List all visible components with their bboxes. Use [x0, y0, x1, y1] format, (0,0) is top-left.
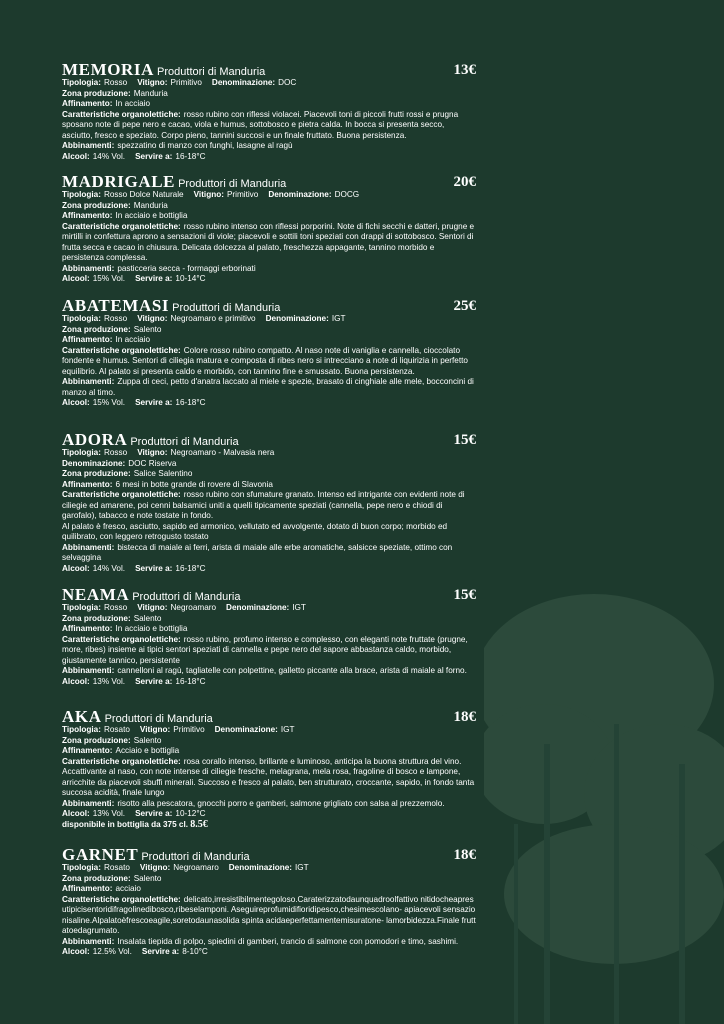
wine-notes	[62, 635, 476, 667]
wine-pairing	[62, 264, 476, 275]
label-tipologia: Tipologia:	[62, 78, 101, 87]
wine-entry-adora	[62, 432, 476, 574]
value-zona: Salento	[133, 613, 162, 623]
wine-notes	[62, 895, 476, 937]
value-zona: Salento	[133, 324, 162, 334]
label-affinamento: Affinamento:	[62, 335, 113, 344]
label-zona: Zona produzione:	[62, 200, 131, 210]
label-caratteristiche: Caratteristiche organolettiche:	[62, 109, 181, 119]
label-vitigno: Vitigno:	[139, 725, 171, 734]
value-denominazione: DOC	[278, 78, 297, 87]
value-tipologia: Rosso	[103, 448, 128, 457]
label-caratteristiche: Caratteristiche organolettiche:	[62, 634, 181, 644]
value-abbinamenti: cannelloni al ragù, tagliatelle con polpettine, galletto piccante alla brace, arista di maiale al forno.	[117, 666, 467, 675]
wine-bottle-note	[62, 820, 476, 831]
label-affinamento: Affinamento:	[62, 211, 113, 220]
wine-price: 15€	[453, 432, 476, 448]
wine-price: 15€	[453, 587, 476, 603]
wine-aging-line	[62, 211, 476, 222]
wine-entry-garnet	[62, 847, 476, 958]
label-affinamento: Affinamento:	[62, 884, 113, 893]
value-zona: Salento	[133, 873, 162, 883]
value-abbinamenti: Insalata tiepida di polpo, spiedini di gamberi, trancio di salmone con pomodori e timo, sashimi.	[117, 936, 459, 946]
vineyard-illustration	[484, 564, 724, 1024]
wine-zone-line	[62, 469, 476, 480]
wine-producer: Produttori di Manduria	[104, 713, 213, 725]
label-affinamento: Affinamento:	[62, 479, 113, 489]
wine-name: AKA	[62, 707, 102, 726]
wine-type-line	[62, 78, 476, 89]
wine-type-line	[62, 725, 476, 736]
value-denominazione: IGT	[331, 314, 346, 323]
value-servire: 16-18°C	[175, 151, 206, 161]
wine-header	[62, 709, 476, 725]
wine-zone-line	[62, 201, 476, 212]
wine-aging-line	[62, 99, 476, 110]
value-caratteristiche: delicato,irresistibilmentegoloso.Caraterizzatodaunquadroolfattivo nitidocheapresutipicisentoridifragolinedibosco,ribeselamponi. Aseguireprofumidifioridipesco,chesimescolano- apiacevoli sensazionisaline.Alpalatoèfrescoeagile,soretodaunasolida spinta acidaeperfettamentemisuratone- lamorbidezza.Finale fruttatoedagrumato.	[62, 894, 476, 935]
wine-notes	[62, 346, 476, 378]
label-caratteristiche: Caratteristiche organolettiche:	[62, 894, 181, 904]
value-tipologia: Rosso	[103, 603, 128, 612]
wine-name: MEMORIA	[62, 60, 155, 79]
wine-price: 13€	[453, 62, 476, 78]
wine-header	[62, 847, 476, 863]
value-caratteristiche: Colore rosso rubino compatto. Al naso note di vaniglia e cannella, cioccolato fondente e humus. Sentori di ciliegia matura e composta di ribes nero si intrecciano a note di liquirizia in perfetto equilibrio. Al palato si presenta caldo e morbido, con tannino fine e smussato. Buona persistenza.	[62, 345, 468, 376]
value-denominazione: DOCG	[334, 190, 360, 199]
label-servire: Servire a:	[135, 151, 173, 161]
value-servire: 10-14°C	[175, 274, 206, 283]
value-affinamento: In acciaio e bottiglia	[115, 211, 188, 220]
wine-aging-line	[62, 746, 476, 757]
label-abbinamenti: Abbinamenti:	[62, 666, 115, 675]
wine-producer: Produttori di Manduria	[172, 302, 281, 314]
wine-denomination-line	[62, 459, 476, 470]
value-alcool: 14% Vol.	[92, 151, 126, 161]
value-caratteristiche: rosso rubino, profumo intenso e complesso, con eleganti note fruttate (prugne, more, ribes) insieme ai tipici sentori speziati di cannella e pepe nero del sapore abbastanza caldo, morbido, giustamente tannico, persistente	[62, 634, 468, 665]
wine-alcohol-line	[62, 677, 476, 688]
value-tipologia: Rosso	[103, 78, 128, 87]
wine-notes-extra: Al palato è fresco, asciutto, sapido ed armonico, vellutato ed avvolgente, dotato di buon corpo; morbido ed quilibrato, con leggero retrogusto tostato	[62, 521, 448, 541]
value-vitigno: Primitivo	[173, 725, 205, 734]
wine-entry-memoria	[62, 62, 476, 162]
wine-producer: Produttori di Manduria	[141, 851, 250, 863]
wine-alcohol-line	[62, 152, 476, 163]
bottle-price: 8.5€	[190, 818, 208, 830]
label-vitigno: Vitigno:	[139, 863, 171, 872]
wine-alcohol-line	[62, 809, 476, 820]
label-servire: Servire a:	[135, 563, 173, 573]
value-vitigno: Negroamaro	[173, 863, 219, 872]
wine-pairing	[62, 141, 476, 152]
value-alcool: 15% Vol.	[92, 274, 126, 283]
label-alcool: Alcool:	[62, 563, 90, 573]
wine-pairing	[62, 377, 476, 398]
wine-entry-madrigale	[62, 174, 476, 285]
wine-type-line	[62, 863, 476, 874]
wine-price: 20€	[453, 174, 476, 190]
value-abbinamenti: Zuppa di ceci, petto d'anatra laccato al miele e spezie, brasato di cinghiale alle mele, bocconcini di manzo al timo.	[62, 377, 474, 397]
wine-pairing	[62, 666, 476, 677]
label-vitigno: Vitigno:	[137, 603, 168, 612]
value-vitigno: Negroamaro - Malvasia nera	[170, 448, 275, 457]
label-alcool: Alcool:	[62, 274, 90, 283]
label-affinamento: Affinamento:	[62, 624, 113, 633]
wine-producer: Produttori di Manduria	[157, 66, 266, 78]
label-alcool: Alcool:	[62, 809, 90, 818]
label-abbinamenti: Abbinamenti:	[62, 936, 115, 946]
value-denominazione: DOC Riserva	[128, 458, 177, 468]
label-affinamento: Affinamento:	[62, 99, 113, 108]
wine-header	[62, 298, 476, 314]
label-abbinamenti: Abbinamenti:	[62, 263, 115, 273]
value-tipologia: Rosso	[103, 314, 128, 323]
value-denominazione: IGT	[292, 603, 306, 612]
wine-type-line	[62, 448, 476, 459]
value-servire: 8-10°C	[182, 947, 208, 956]
label-denominazione: Denominazione:	[214, 725, 278, 734]
label-abbinamenti: Abbinamenti:	[62, 798, 115, 808]
wine-producer: Produttori di Manduria	[130, 436, 239, 448]
label-zona: Zona produzione:	[62, 88, 131, 98]
value-abbinamenti: spezzatino di manzo con funghi, lasagne al ragù	[117, 141, 293, 150]
wine-name: MADRIGALE	[62, 172, 176, 191]
value-tipologia: Rosato	[103, 725, 130, 734]
label-caratteristiche: Caratteristiche organolettiche:	[62, 490, 181, 499]
label-denominazione: Denominazione:	[62, 458, 126, 468]
wine-type-line	[62, 314, 476, 325]
wine-aging-line	[62, 335, 476, 346]
value-tipologia: Rosato	[103, 863, 130, 872]
wine-name: NEAMA	[62, 585, 130, 604]
wine-pairing	[62, 799, 476, 810]
label-servire: Servire a:	[135, 398, 173, 407]
label-alcool: Alcool:	[62, 398, 90, 407]
value-alcool: 13% Vol.	[92, 809, 126, 818]
label-tipologia: Tipologia:	[62, 314, 101, 323]
wine-zone-line	[62, 89, 476, 100]
label-abbinamenti: Abbinamenti:	[62, 141, 115, 150]
wine-aging-line	[62, 624, 476, 635]
wine-aging-line	[62, 884, 476, 895]
wine-header	[62, 174, 476, 190]
wine-entry-neama	[62, 587, 476, 687]
value-affinamento: Acciaio e bottiglia	[115, 746, 180, 755]
label-abbinamenti: Abbinamenti:	[62, 377, 115, 386]
wine-producer: Produttori di Manduria	[132, 591, 241, 603]
wine-name: ABATEMASI	[62, 296, 170, 315]
wine-price: 25€	[453, 298, 476, 314]
wine-header	[62, 62, 476, 78]
wine-notes	[62, 490, 476, 522]
label-zona: Zona produzione:	[62, 613, 131, 623]
wine-pairing	[62, 543, 476, 564]
value-alcool: 13% Vol.	[92, 676, 126, 686]
value-denominazione: IGT	[295, 863, 309, 872]
value-zona: Manduria	[133, 200, 168, 210]
wine-notes	[62, 222, 476, 264]
wine-header	[62, 587, 476, 603]
label-denominazione: Denominazione:	[268, 190, 332, 199]
bottle-note-text: disponibile in bottiglia da 375 cl.	[62, 819, 189, 829]
value-zona: Salice Salentino	[133, 469, 193, 478]
wine-zone-line	[62, 874, 476, 885]
value-caratteristiche: rosso rubino con riflessi violacei. Piacevoli toni di piccoli frutti rossi e prugna sposano note di pepe nero e cacao, viola e humus, sottobosco e pietra calda. In bocca si presenta secco, asciutto, fresco e speziato. Corpo pieno, tannini succosi e un finale fruttato. Buona persistenza.	[62, 109, 459, 140]
label-denominazione: Denominazione:	[226, 603, 290, 612]
label-vitigno: Vitigno:	[193, 190, 224, 199]
value-vitigno: Primitivo	[226, 190, 259, 199]
label-tipologia: Tipologia:	[62, 448, 101, 457]
value-servire: 16-18°C	[175, 563, 206, 573]
wine-notes	[62, 110, 476, 142]
wine-zone-line	[62, 614, 476, 625]
wine-entry-aka	[62, 709, 476, 830]
label-tipologia: Tipologia:	[62, 190, 101, 199]
value-caratteristiche: rosso rubino con sfumature granato. Intenso ed intrigante con evidenti note di ciliegie ed amarene, poi cenni balsamici uniti a quelli tipicamente speziati (cannella, pepe nero e chiodi di garofalo), tabacco e note tostate in fondo.	[62, 490, 465, 520]
wine-alcohol-line	[62, 274, 476, 285]
value-alcool: 14% Vol.	[92, 563, 126, 573]
wine-name: GARNET	[62, 845, 139, 864]
wine-producer: Produttori di Manduria	[178, 178, 287, 190]
wine-alcohol-line	[62, 398, 476, 409]
value-alcool: 12.5% Vol.	[92, 947, 132, 956]
value-denominazione: IGT	[280, 725, 295, 734]
wine-price: 18€	[453, 709, 476, 725]
label-servire: Servire a:	[135, 809, 173, 818]
wine-alcohol-line	[62, 947, 476, 958]
value-servire: 16-18°C	[175, 676, 206, 686]
wine-alcohol-line	[62, 564, 476, 575]
wine-zone-line	[62, 325, 476, 336]
wine-notes	[62, 757, 476, 799]
value-caratteristiche: rosso rubino intenso con riflessi porporini. Note di fichi secchi e datteri, prugne e mirtilli in confettura aprono a sensazioni di viole; piacevoli e sottili toni speziati con drappi di sottobosco. Sentori di frutta secca e cacao in chiusura. Delicata dolcezza al palato, freschezza appagante, tannino morbido e persistenza complessa.	[62, 221, 475, 262]
label-caratteristiche: Caratteristiche organolettiche:	[62, 221, 181, 231]
wine-name: ADORA	[62, 430, 128, 449]
value-abbinamenti: risotto alla pescatora, gnocchi porro e gamberi, salmone grigliato con salsa al prezzemolo.	[117, 798, 445, 808]
label-zona: Zona produzione:	[62, 873, 131, 883]
label-servire: Servire a:	[141, 947, 180, 956]
wine-aging-line	[62, 480, 476, 491]
value-servire: 10-12°C	[175, 809, 206, 818]
wine-header	[62, 432, 476, 448]
value-vitigno: Negroamaro	[170, 603, 217, 612]
wine-type-line	[62, 603, 476, 614]
value-tipologia: Rosso Dolce Naturale	[103, 190, 184, 199]
label-caratteristiche: Caratteristiche organolettiche:	[62, 756, 181, 766]
value-zona: Manduria	[133, 88, 168, 98]
value-vitigno: Primitivo	[170, 78, 202, 87]
label-servire: Servire a:	[135, 274, 173, 283]
label-alcool: Alcool:	[62, 676, 90, 686]
label-zona: Zona produzione:	[62, 469, 131, 478]
value-abbinamenti: bistecca di maiale ai ferri, arista di maiale alle erbe aromatiche, salsicce speziate, ottimo con selvaggina	[62, 542, 453, 562]
label-affinamento: Affinamento:	[62, 746, 113, 755]
label-tipologia: Tipologia:	[62, 603, 101, 612]
wine-entry-abatemasi	[62, 298, 476, 409]
value-affinamento: 6 mesi in botte grande di rovere di Slavonia	[115, 479, 273, 489]
label-vitigno: Vitigno:	[137, 314, 168, 323]
label-caratteristiche: Caratteristiche organolettiche:	[62, 345, 181, 355]
wine-zone-line	[62, 736, 476, 747]
wine-pairing	[62, 937, 476, 948]
wine-type-line	[62, 190, 476, 201]
value-vitigno: Negroamaro e primitivo	[170, 314, 256, 323]
label-zona: Zona produzione:	[62, 324, 131, 334]
value-caratteristiche: rosa corallo intenso, brillante e luminoso, anticipa la buona struttura del vino. Accattivante al naso, con note intense di ciliegie fresche, melagrana, mela rosa, fragoline di bosco e lampone, arricchite da piacevoli sbuffi minerali. Succoso e fresco al palato, ben strutturato, croccante, sapido, in fondo tanta succosa acidità, finale lungo	[62, 756, 475, 797]
value-affinamento: In acciaio e bottiglia	[115, 624, 188, 633]
label-alcool: Alcool:	[62, 151, 90, 161]
label-tipologia: Tipologia:	[62, 725, 101, 734]
label-denominazione: Denominazione:	[211, 78, 276, 87]
value-affinamento: In acciaio	[115, 99, 151, 108]
label-denominazione: Denominazione:	[228, 863, 292, 872]
value-affinamento: acciaio	[115, 884, 141, 893]
value-affinamento: In acciaio	[115, 335, 151, 344]
label-tipologia: Tipologia:	[62, 863, 101, 872]
label-vitigno: Vitigno:	[137, 448, 168, 457]
label-vitigno: Vitigno:	[137, 78, 168, 87]
value-abbinamenti: pasticceria secca - formaggi erborinati	[117, 263, 256, 273]
label-zona: Zona produzione:	[62, 735, 131, 745]
wine-price: 18€	[453, 847, 476, 863]
label-alcool: Alcool:	[62, 947, 90, 956]
label-abbinamenti: Abbinamenti:	[62, 542, 115, 552]
value-servire: 16-18°C	[175, 398, 206, 407]
label-denominazione: Denominazione:	[265, 314, 329, 323]
label-servire: Servire a:	[135, 676, 173, 686]
value-zona: Salento	[133, 735, 162, 745]
value-alcool: 15% Vol.	[92, 398, 126, 407]
